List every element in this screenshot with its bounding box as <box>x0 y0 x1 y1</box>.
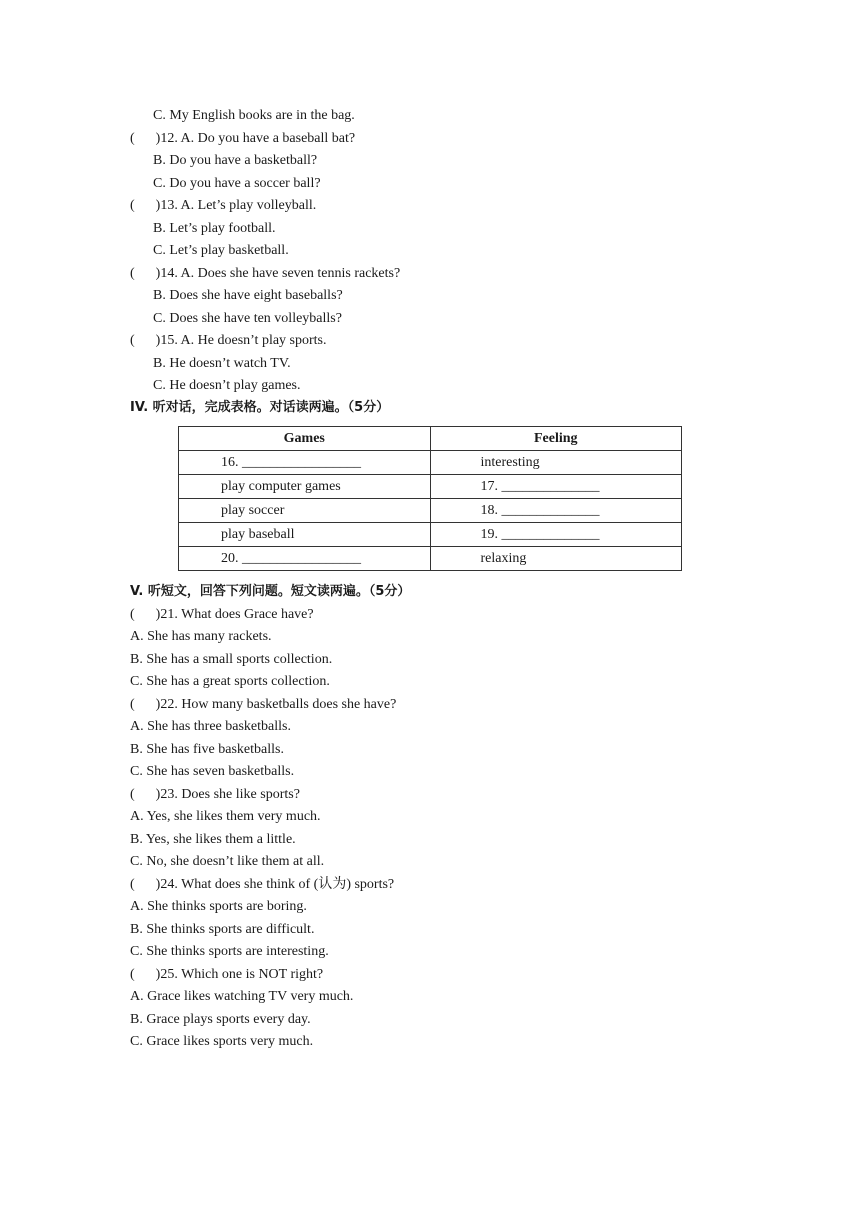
option-line: B. She has a small sports collection. <box>130 652 333 667</box>
table-header-row <box>179 427 682 451</box>
option-line: C. Do you have a soccer ball? <box>153 176 321 191</box>
column-header-feeling: Feeling <box>430 427 682 451</box>
table-row <box>179 547 682 571</box>
option-line: B. She thinks sports are difficult. <box>130 922 315 937</box>
games-feeling-table <box>178 426 682 571</box>
option-line: C. Does she have ten volleyballs? <box>153 311 342 326</box>
table-cell: 20. _________________ <box>179 547 431 571</box>
question-line: ( )21. What does Grace have? <box>130 607 314 622</box>
option-line: A. She has three basketballs. <box>130 719 291 734</box>
table-cell: play baseball <box>179 523 431 547</box>
table-cell: 16. _________________ <box>179 451 431 475</box>
table-cell: 18. ______________ <box>430 499 682 523</box>
table-row <box>179 523 682 547</box>
option-line: C. She has a great sports collection. <box>130 674 330 689</box>
question-line: ( )22. How many basketballs does she have? <box>130 697 397 712</box>
table-cell: 19. ______________ <box>430 523 682 547</box>
option-line: B. Do you have a basketball? <box>153 153 318 168</box>
option-line: C. No, she doesn’t like them at all. <box>130 854 325 869</box>
table-row <box>179 475 682 499</box>
option-line: C. She has seven basketballs. <box>130 764 295 779</box>
option-line: B. Grace plays sports every day. <box>130 1012 311 1027</box>
option-line: B. Yes, she likes them a little. <box>130 832 296 847</box>
option-line: C. My English books are in the bag. <box>153 108 355 123</box>
option-line: A. Grace likes watching TV very much. <box>130 989 354 1004</box>
table-row <box>179 499 682 523</box>
table-cell: play soccer <box>179 499 431 523</box>
option-line: A. She thinks sports are boring. <box>130 899 307 914</box>
option-line: B. Does she have eight baseballs? <box>153 288 343 303</box>
option-line: A. Yes, she likes them very much. <box>130 809 321 824</box>
column-header-games: Games <box>179 427 431 451</box>
table-cell: play computer games <box>179 475 431 499</box>
section-5-heading: V. 听短文，回答下列问题。短文读两遍。（5分） <box>130 584 411 599</box>
question-line: ( )14. A. Does she have seven tennis rackets? <box>130 266 401 281</box>
question-line: ( )15. A. He doesn’t play sports. <box>130 333 327 348</box>
table-cell: interesting <box>430 451 682 475</box>
question-line: ( )24. What does she think of (认为) sports? <box>130 877 395 892</box>
table-cell: 17. ______________ <box>430 475 682 499</box>
option-line: A. She has many rackets. <box>130 629 272 644</box>
option-line: B. She has five basketballs. <box>130 742 284 757</box>
option-line: C. Grace likes sports very much. <box>130 1034 314 1049</box>
option-line: C. She thinks sports are interesting. <box>130 944 329 959</box>
table-row <box>179 451 682 475</box>
question-line: ( )25. Which one is NOT right? <box>130 967 324 982</box>
option-line: B. He doesn’t watch TV. <box>153 356 291 371</box>
table-cell: relaxing <box>430 547 682 571</box>
question-line: ( )13. A. Let’s play volleyball. <box>130 198 317 213</box>
question-line: ( )12. A. Do you have a baseball bat? <box>130 131 356 146</box>
section-4-heading: IV. 听对话，完成表格。对话读两遍。（5分） <box>130 400 390 415</box>
option-line: C. Let’s play basketball. <box>153 243 289 258</box>
option-line: B. Let’s play football. <box>153 221 276 236</box>
option-line: C. He doesn’t play games. <box>153 378 301 393</box>
question-line: ( )23. Does she like sports? <box>130 787 300 802</box>
